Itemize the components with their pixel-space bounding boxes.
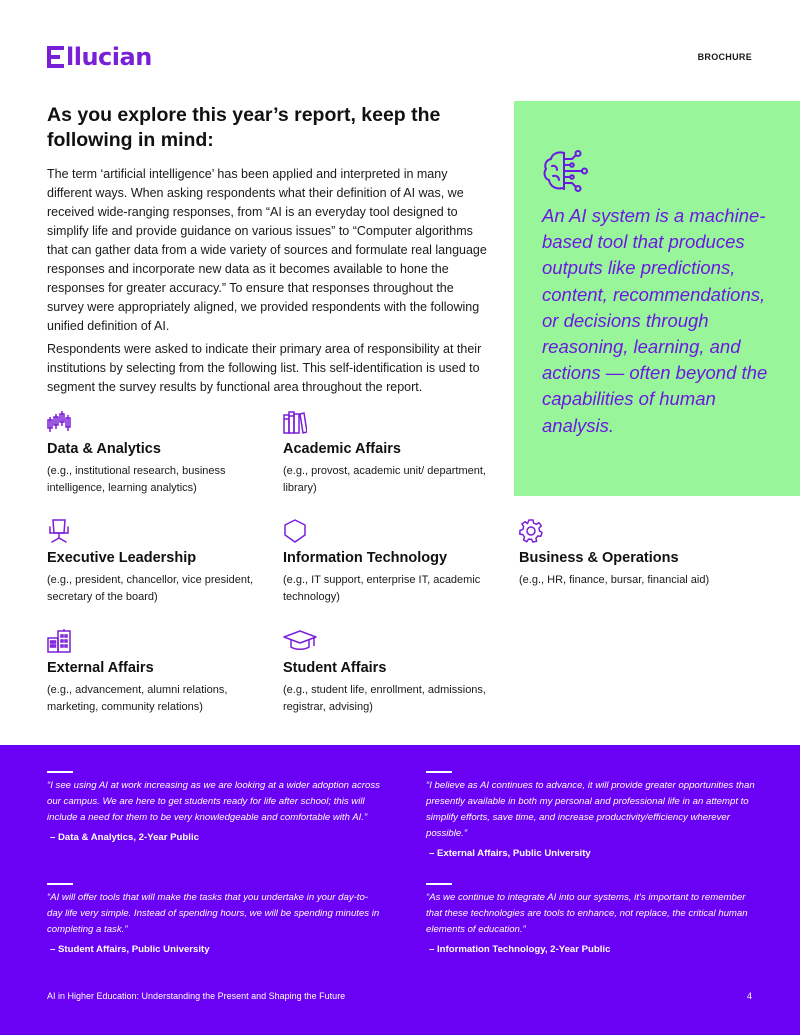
area-description: (e.g., HR, finance, bursar, financial aid)	[519, 574, 710, 586]
area-academic-affairs	[283, 410, 503, 497]
buildings-icon	[47, 629, 71, 653]
quote-attribution: – External Affairs, Public University	[429, 848, 591, 859]
shield-icon	[283, 519, 307, 543]
brand-logo	[47, 44, 152, 70]
area-description: (e.g., provost, academic unit/ department, library)	[283, 465, 486, 494]
area-business-operations	[519, 519, 739, 589]
quote-rule	[426, 883, 452, 885]
area-title: Business & Operations	[519, 550, 679, 566]
area-title: External Affairs	[47, 660, 154, 676]
section-heading: As you explore this year’s report, keep the following in mind:	[47, 104, 441, 151]
ellucian-logo-mark-icon	[47, 46, 65, 68]
area-title: Information Technology	[283, 550, 448, 566]
quote-rule	[47, 883, 73, 885]
ai-definition-callout	[514, 101, 800, 496]
candlestick-chart-icon	[47, 410, 71, 434]
area-data-analytics	[47, 410, 267, 497]
books-icon	[283, 410, 307, 434]
quote-information-technology	[426, 883, 761, 957]
area-description: (e.g., advancement, alumni relations, marketing, community relations)	[47, 684, 228, 713]
quote-data-analytics	[47, 771, 382, 845]
area-student-affairs	[283, 629, 503, 716]
footer-report-title: AI in Higher Education: Understanding the Present and Shaping the Future	[47, 991, 346, 1001]
quote-text: “I believe as AI continues to advance, it will provide greater opportunities than presently available in both my personal and professional life in an attempt to simplify efforts, save time, and increase productivity/efficiency wherever possible.”	[426, 780, 755, 839]
quote-rule	[426, 771, 452, 773]
quote-attribution: – Student Affairs, Public University	[50, 944, 210, 955]
ai-definition-text: An AI system is a machine-based tool that produces outputs like predictions, content, recommendations, or decisions through reasoning, learning, and actions — often beyond the capabilities of human analysis.	[542, 205, 768, 436]
area-title: Data & Analytics	[47, 441, 161, 457]
document-type-label: BROCHURE	[697, 52, 752, 62]
office-chair-icon	[47, 519, 71, 543]
quote-student-affairs	[47, 883, 382, 957]
quote-text: “As we continue to integrate AI into our systems, it’s important to remember that these technologies are tools to enhance, not replace, the critical human elements of education.”	[426, 892, 748, 935]
brand-name: llucian	[66, 43, 152, 71]
area-title: Executive Leadership	[47, 550, 197, 566]
quote-external-affairs	[426, 771, 761, 861]
area-description: (e.g., president, chancellor, vice president, secretary of the board)	[47, 574, 254, 603]
area-description: (e.g., student life, enrollment, admissions, registrar, advising)	[283, 684, 486, 713]
quote-attribution: – Data & Analytics, 2-Year Public	[50, 832, 199, 843]
area-description: (e.g., institutional research, business intelligence, learning analytics)	[47, 465, 226, 494]
quote-text: “AI will offer tools that will make the tasks that you undertake in your day-to-day life very simple. Instead of spending hours, we will be spending minutes in completing a task.”	[47, 892, 380, 935]
area-title: Student Affairs	[283, 660, 387, 676]
intro-paragraph: The term ‘artificial intelligence’ has been applied and interpreted in many different ways. When asking respondents what their definition of AI was, we received wide-ranging responses, from “AI is an everyday tool designed to simplify life and provide guidance on various issues” to “Computer algorithms that can gather data from a wide variety of sources and formulate real language responses and incorporate new data as it becomes available to hone the responses for greater accuracy.” To ensure that responses throughout the survey were appropriately aligned, we provided respondents with the following unified definition of AI.	[47, 167, 487, 333]
area-executive-leadership	[47, 519, 267, 606]
quote-text: “I see using AI at work increasing as we are looking at a wider adoption across our campus. We are here to get students ready for life after school; this will include a need for them to be very knowledgeable and comfortable with AI.”	[47, 780, 380, 823]
area-information-technology	[283, 519, 503, 606]
graduation-cap-icon	[283, 629, 317, 653]
segmentation-paragraph: Respondents were asked to indicate their primary area of responsibility at their institutions by selecting from the following list. This self-identification is used to segment the survey results by functional area throughout the report.	[47, 342, 482, 394]
page-number: 4	[746, 991, 752, 1001]
quote-attribution: – Information Technology, 2-Year Public	[429, 944, 611, 955]
area-title: Academic Affairs	[283, 441, 401, 457]
gear-icon	[519, 519, 543, 543]
quote-rule	[47, 771, 73, 773]
area-description: (e.g., IT support, enterprise IT, academic technology)	[283, 574, 481, 603]
area-external-affairs	[47, 629, 267, 716]
ai-brain-circuit-icon	[542, 149, 588, 193]
